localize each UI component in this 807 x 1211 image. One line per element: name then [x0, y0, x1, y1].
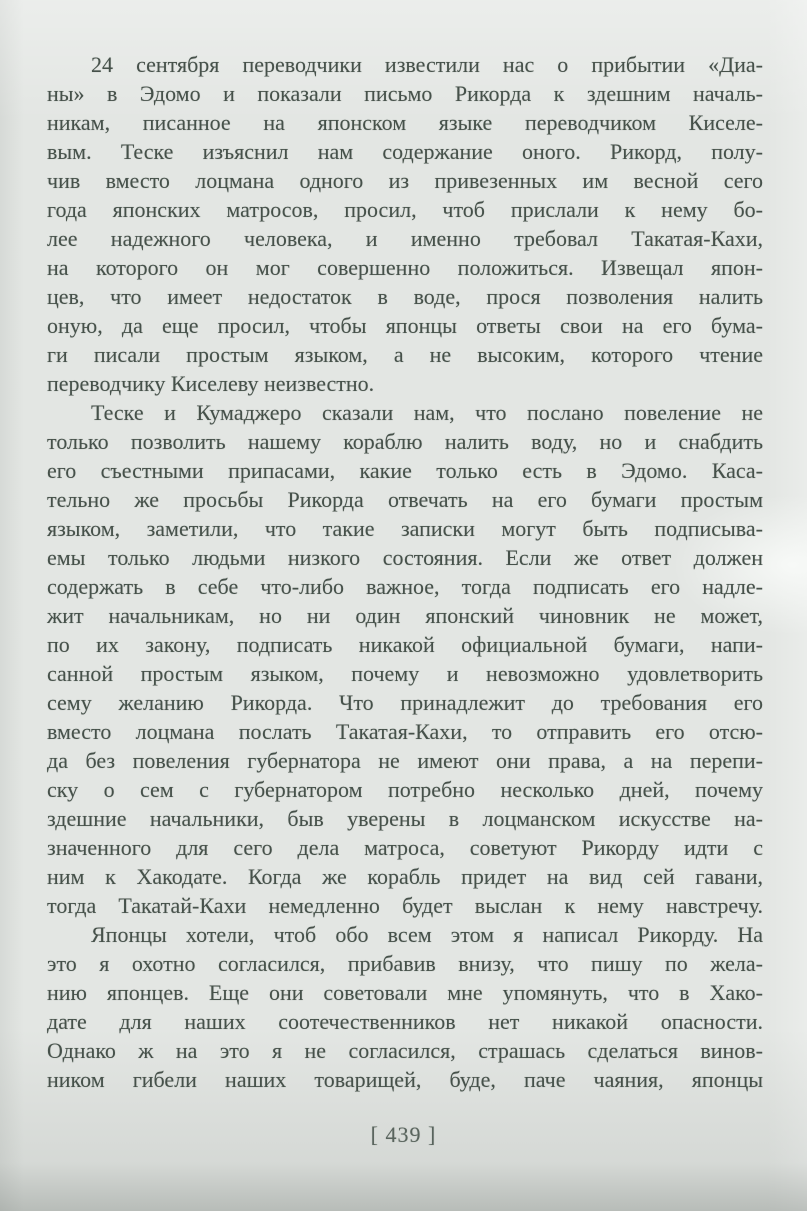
- text-line: ску о сем с губернатором потребно несколько дней, почему: [47, 777, 763, 802]
- text-line: чив вместо лоцмана одного из привезенных им весной сего: [47, 168, 763, 193]
- text-line: вместо лоцмана послать Такатая-Кахи, то отправить его отсю-: [47, 719, 763, 744]
- paragraph: [47, 398, 763, 920]
- text-line: 24 сентября переводчики известили нас о прибытии «Диа-: [91, 52, 763, 77]
- text-line: ником гибели наших товарищей, буде, паче чаяния, японцы: [47, 1067, 763, 1092]
- text-line: переводчику Киселеву неизвестно.: [47, 371, 375, 396]
- text-line: на которого он мог совершенно положиться. Извещал япон-: [47, 255, 763, 280]
- text-line: по их закону, подписать никакой официальной бумаги, напи-: [47, 632, 763, 657]
- text-line: да без повеления губернатора не имеют они права, а на перепи-: [47, 748, 763, 773]
- text-line: нию японцев. Еще они советовали мне упомянуть, что в Хако-: [47, 980, 763, 1005]
- text-line: здешние начальники, быв уверены в лоцманском искусстве на-: [47, 806, 763, 831]
- text-line: дате для наших соотечественников нет никакой опасности.: [47, 1009, 763, 1034]
- page-text: [47, 50, 763, 1094]
- text-line: значенного для сего дела матроса, советуют Рикорду идти с: [47, 835, 763, 860]
- text-line: ны» в Эдомо и показали письмо Рикорда к здешним началь-: [47, 81, 763, 106]
- text-line: это я охотно согласился, прибавив внизу, что пишу по жела-: [47, 951, 763, 976]
- text-line: никам, писанное на японском языке переводчиком Киселе-: [47, 110, 763, 135]
- paragraph: [47, 920, 763, 1094]
- text-line: Теске и Кумаджеро сказали нам, что послано повеление не: [91, 400, 763, 425]
- text-line: языком, заметили, что такие записки могут быть подписыва-: [47, 516, 763, 541]
- text-line: содержать в себе что-либо важное, тогда подписать его надле-: [47, 574, 763, 599]
- text-line: только позволить нашему кораблю налить воду, но и снабдить: [47, 429, 763, 454]
- text-line: санной простым языком, почему и невозможно удовлетворить: [47, 661, 763, 686]
- text-line: оную, да еще просил, чтобы японцы ответы свои на его бума-: [47, 313, 763, 338]
- text-line: лее надежного человека, и именно требовал Такатая-Кахи,: [47, 226, 763, 251]
- text-line: вым. Теске изъяснил нам содержание оного. Рикорд, полу-: [47, 139, 763, 164]
- page-number: [ 439 ]: [370, 1122, 437, 1147]
- text-line: тельно же просьбы Рикорда отвечать на его бумаги простым: [47, 487, 763, 512]
- text-line: ним к Хакодате. Когда же корабль придет на вид сей гавани,: [47, 864, 763, 889]
- text-line: жит начальникам, но ни один японский чиновник не может,: [47, 603, 763, 628]
- text-line: года японских матросов, просил, чтоб прислали к нему бо-: [47, 197, 763, 222]
- text-line: Японцы хотели, чтоб обо всем этом я написал Рикорду. На: [91, 922, 763, 947]
- text-line: ги писали простым языком, а не высоким, которого чтение: [47, 342, 763, 367]
- text-line: емы только людьми низкого состояния. Если же ответ должен: [47, 545, 763, 570]
- text-line: тогда Такатай-Кахи немедленно будет выслан к нему навстречу.: [47, 893, 763, 918]
- text-line: сему желанию Рикорда. Что принадлежит до требования его: [47, 690, 763, 715]
- text-line: его съестными припасами, какие только есть в Эдомо. Каса-: [47, 458, 763, 483]
- page-footer: [0, 1122, 807, 1148]
- text-line: Однако ж на это я не согласился, страшась сделаться винов-: [47, 1038, 763, 1063]
- text-line: цев, что имеет недостаток в воде, прося позволения налить: [47, 284, 763, 309]
- paragraph: [47, 50, 763, 398]
